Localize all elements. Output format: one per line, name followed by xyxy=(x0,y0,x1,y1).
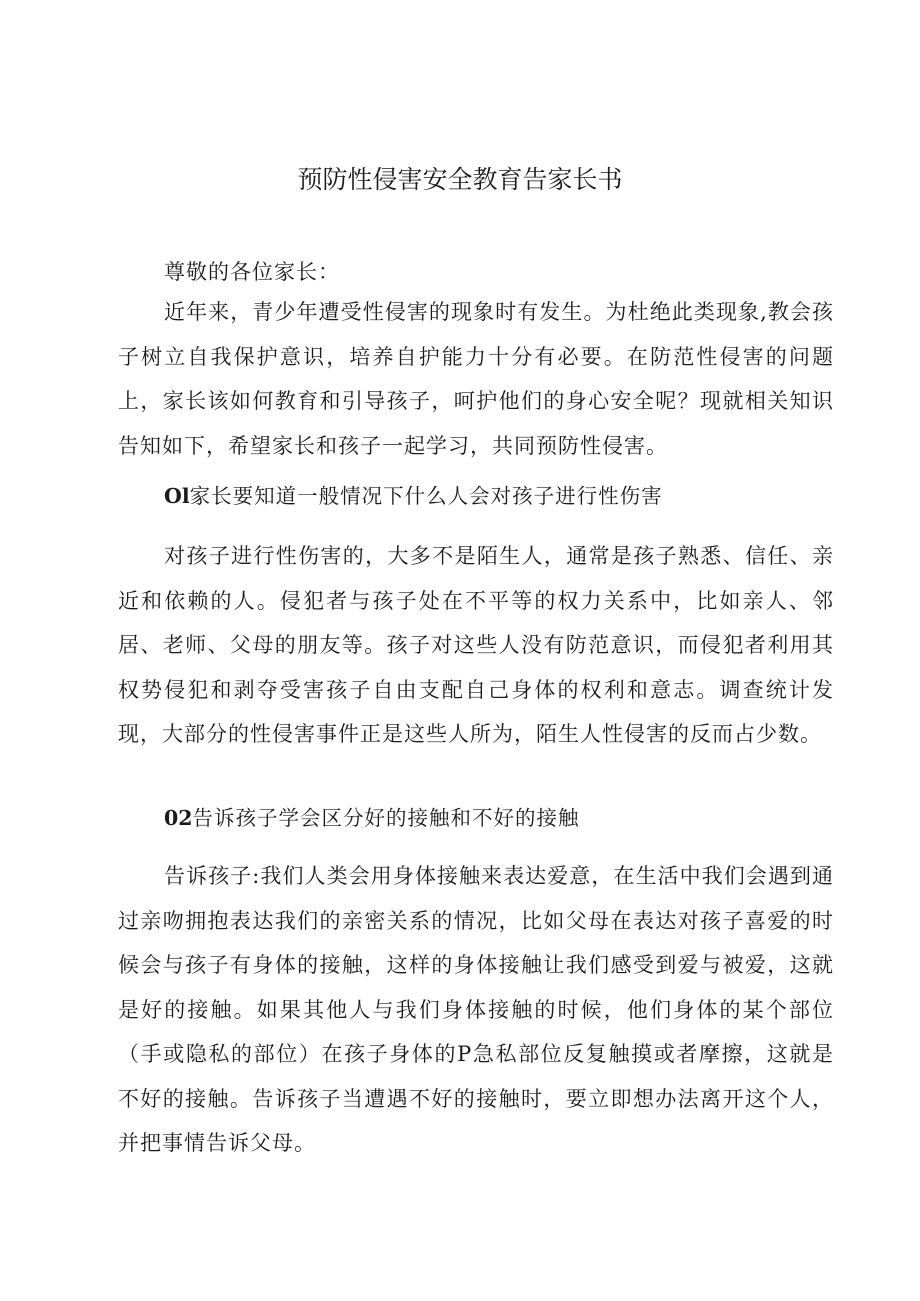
section-body-2: 告诉孩子:我们人类会用身体接触来表达爱意，在生活中我们会遇到通过亲吻拥抱表达我们的亲密关系的情况，比如父母在表达对孩子喜爱的时候会与孩子有身体的接触，这样的身体接触让我们感受到爱与被爱，这就是好的接触。如果其他人与我们身体接触的时候，他们身体的某个部位（手或隐私的部位）在孩子身体的P急私部位反复触摸或者摩擦，这就是不好的接触。告诉孩子当遭遇不好的接触时，要立即想办法离开这个人，并把事情告诉父母。 xyxy=(118,864,834,1155)
section-heading-text-1: 家长要知道一般情况下什么人会对孩子进行性伤害 xyxy=(189,484,663,508)
section-heading-text-2: 告诉孩子学会区分好的接触和不好的接触 xyxy=(192,806,580,830)
section-heading-1 xyxy=(118,474,834,519)
document-title: 预防性侵害安全教育告家长书 xyxy=(297,165,623,194)
section-body-1: 对孩子进行性伤害的，大多不是陌生人，通常是孩子熟悉、信任、亲近和依赖的人。侵犯者与孩子处在不平等的权力关系中，比如亲人、邻居、老师、父母的朋友等。孩子对这些人没有防范意识，而侵犯者利用其权势侵犯和剥夺受害孩子自由支配自己身体的权利和意志。调查统计发现，大部分的性侵害事件正是这些人所为，陌生人性侵害的反而占少数。 xyxy=(118,544,834,746)
section-number-1: Ol xyxy=(164,484,190,508)
section-number-2: 02 xyxy=(164,806,193,830)
salutation: 尊敬的各位家长： xyxy=(164,260,340,284)
section-heading-2 xyxy=(118,796,834,841)
intro-paragraph: 近年来，青少年遭受性侵害的现象时有发生。为杜绝此类现象,教会孩子树立自我保护意识，培养自护能力十分有必要。在防范性侵害的问题上，家长该如何教育和引导孩子，呵护他们的身心安全呢？现就相关知识告知如下，希望家长和孩子一起学习，共同预防性侵害。 xyxy=(118,300,834,458)
